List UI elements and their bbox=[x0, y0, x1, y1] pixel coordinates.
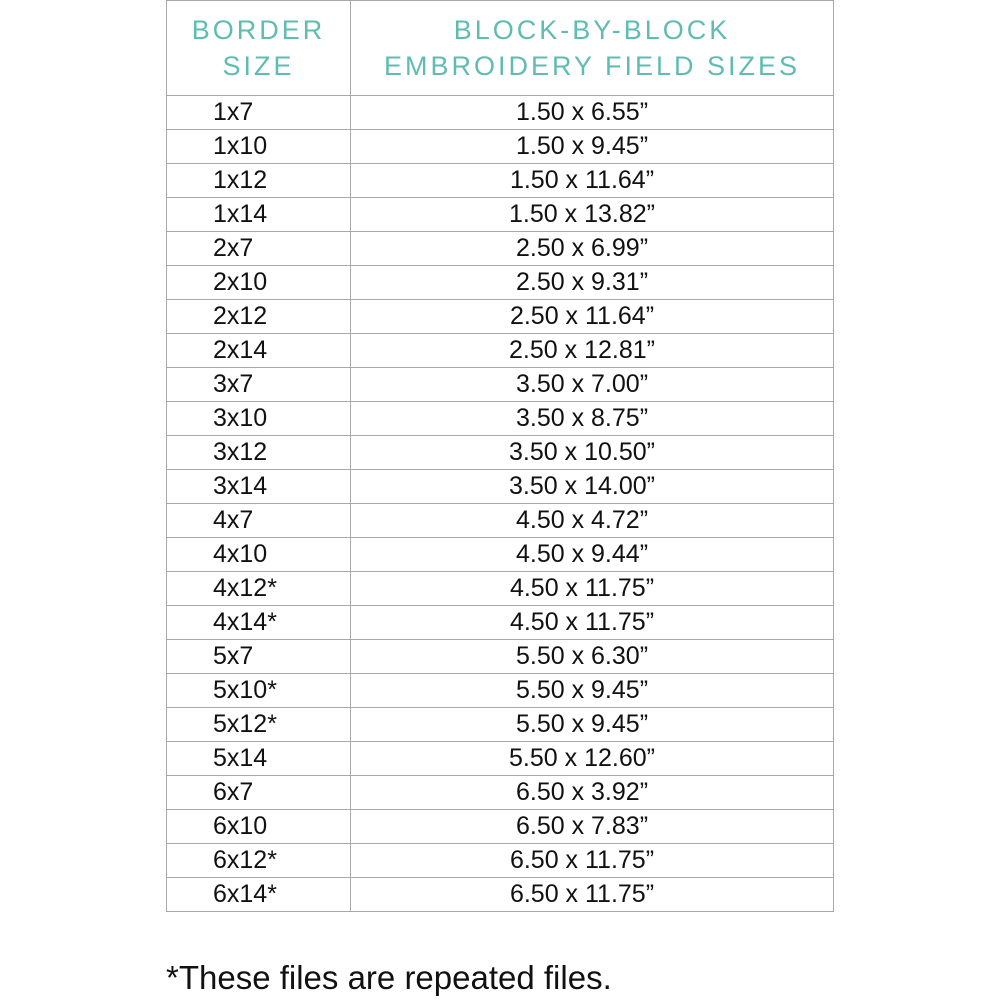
border-size-cell: 5x7 bbox=[167, 640, 351, 674]
border-size-cell: 6x12* bbox=[167, 844, 351, 878]
field-size-cell: 5.50 x 9.45” bbox=[351, 708, 834, 742]
table-row bbox=[167, 470, 834, 504]
field-size-cell: 6.50 x 11.75” bbox=[351, 844, 834, 878]
field-size-cell: 5.50 x 9.45” bbox=[351, 674, 834, 708]
border-size-cell: 4x14* bbox=[167, 606, 351, 640]
table-row bbox=[167, 266, 834, 300]
table-row bbox=[167, 708, 834, 742]
table-row bbox=[167, 504, 834, 538]
table-row bbox=[167, 606, 834, 640]
table-row bbox=[167, 334, 834, 368]
border-size-cell: 2x12 bbox=[167, 300, 351, 334]
table-body bbox=[167, 96, 834, 912]
border-size-cell: 3x10 bbox=[167, 402, 351, 436]
field-size-header bbox=[351, 1, 834, 96]
table-row bbox=[167, 402, 834, 436]
field-size-cell: 2.50 x 12.81” bbox=[351, 334, 834, 368]
border-size-cell: 5x12* bbox=[167, 708, 351, 742]
embroidery-size-table bbox=[166, 0, 834, 912]
border-size-cell: 5x10* bbox=[167, 674, 351, 708]
border-size-cell: 6x10 bbox=[167, 810, 351, 844]
border-size-cell: 1x14 bbox=[167, 198, 351, 232]
table-row bbox=[167, 198, 834, 232]
table-row bbox=[167, 368, 834, 402]
table-row bbox=[167, 538, 834, 572]
field-size-cell: 1.50 x 9.45” bbox=[351, 130, 834, 164]
table-row bbox=[167, 742, 834, 776]
border-size-header-line2: SIZE bbox=[222, 51, 295, 81]
field-size-cell: 4.50 x 11.75” bbox=[351, 606, 834, 640]
table-row bbox=[167, 878, 834, 912]
table-row bbox=[167, 300, 834, 334]
field-size-cell: 2.50 x 6.99” bbox=[351, 232, 834, 266]
table-row bbox=[167, 96, 834, 130]
table-row bbox=[167, 674, 834, 708]
border-size-cell: 3x12 bbox=[167, 436, 351, 470]
table-header-row bbox=[167, 1, 834, 96]
border-size-cell: 3x7 bbox=[167, 368, 351, 402]
border-size-cell: 4x12* bbox=[167, 572, 351, 606]
field-size-cell: 4.50 x 9.44” bbox=[351, 538, 834, 572]
field-size-cell: 2.50 x 9.31” bbox=[351, 266, 834, 300]
border-size-cell: 5x14 bbox=[167, 742, 351, 776]
field-size-header-line1: BLOCK-BY-BLOCK bbox=[453, 15, 731, 45]
field-size-header-line2: EMBROIDERY FIELD SIZES bbox=[383, 51, 801, 81]
field-size-cell: 3.50 x 7.00” bbox=[351, 368, 834, 402]
table-row bbox=[167, 572, 834, 606]
field-size-cell: 1.50 x 13.82” bbox=[351, 198, 834, 232]
border-size-cell: 1x12 bbox=[167, 164, 351, 198]
field-size-cell: 3.50 x 8.75” bbox=[351, 402, 834, 436]
field-size-cell: 5.50 x 6.30” bbox=[351, 640, 834, 674]
border-size-cell: 2x10 bbox=[167, 266, 351, 300]
border-size-cell: 3x14 bbox=[167, 470, 351, 504]
border-size-cell: 4x10 bbox=[167, 538, 351, 572]
table-row bbox=[167, 640, 834, 674]
field-size-cell: 4.50 x 4.72” bbox=[351, 504, 834, 538]
field-size-cell: 1.50 x 11.64” bbox=[351, 164, 834, 198]
border-size-cell: 4x7 bbox=[167, 504, 351, 538]
border-size-cell: 1x7 bbox=[167, 96, 351, 130]
field-size-cell: 2.50 x 11.64” bbox=[351, 300, 834, 334]
border-size-header bbox=[167, 1, 351, 96]
table-row bbox=[167, 436, 834, 470]
border-size-cell: 2x7 bbox=[167, 232, 351, 266]
table-row bbox=[167, 810, 834, 844]
border-size-header-line1: BORDER bbox=[191, 15, 326, 45]
field-size-cell: 3.50 x 14.00” bbox=[351, 470, 834, 504]
field-size-cell: 4.50 x 11.75” bbox=[351, 572, 834, 606]
border-size-cell: 6x7 bbox=[167, 776, 351, 810]
field-size-cell: 5.50 x 12.60” bbox=[351, 742, 834, 776]
field-size-cell: 6.50 x 11.75” bbox=[351, 878, 834, 912]
border-size-cell: 6x14* bbox=[167, 878, 351, 912]
footnote: *These files are repeated files. bbox=[166, 959, 612, 996]
table-row bbox=[167, 232, 834, 266]
table-row bbox=[167, 164, 834, 198]
table-row bbox=[167, 130, 834, 164]
border-size-cell: 1x10 bbox=[167, 130, 351, 164]
field-size-cell: 3.50 x 10.50” bbox=[351, 436, 834, 470]
field-size-cell: 1.50 x 6.55” bbox=[351, 96, 834, 130]
size-chart bbox=[166, 0, 833, 960]
table-row bbox=[167, 776, 834, 810]
field-size-cell: 6.50 x 7.83” bbox=[351, 810, 834, 844]
table-row bbox=[167, 844, 834, 878]
border-size-cell: 2x14 bbox=[167, 334, 351, 368]
field-size-cell: 6.50 x 3.92” bbox=[351, 776, 834, 810]
